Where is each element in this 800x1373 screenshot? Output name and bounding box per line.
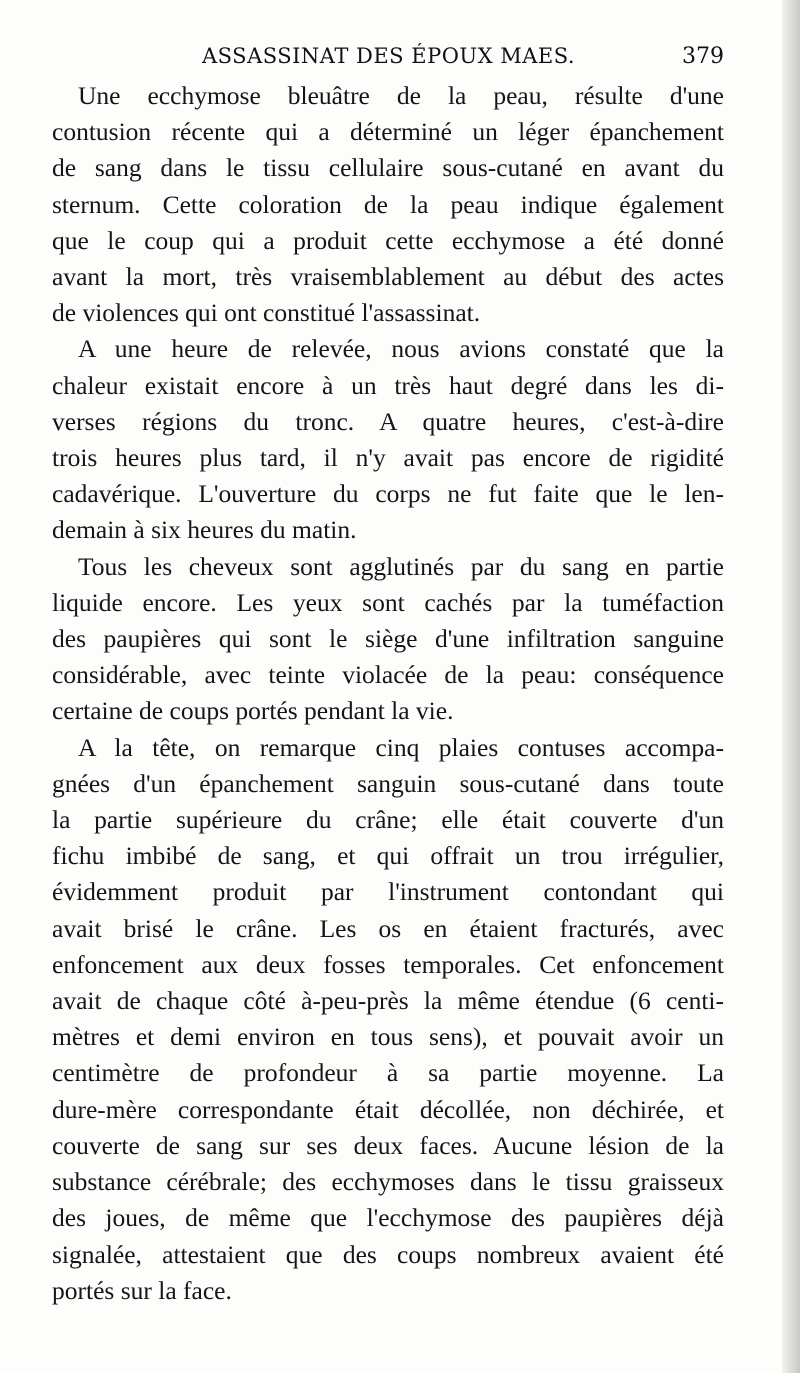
text-line: liquide encore. Les yeux sont cachés par la tuméfaction — [52, 587, 724, 617]
page-header — [52, 40, 724, 74]
text-line: la partie supérieure du crâne; elle était couverte d'un — [52, 805, 724, 835]
page-number: 379 — [682, 44, 724, 69]
text-line: contusion récente qui a déterminé un léger épanchement — [52, 117, 724, 147]
text-line: que le coup qui a produit cette ecchymose a été donné — [52, 225, 724, 255]
text-line: chaleur existait encore à un très haut degré dans les di- — [52, 370, 724, 400]
text-line: Tous les cheveux sont agglutinés par du sang en partie — [78, 551, 724, 581]
text-line: de violences qui ont constitué l'assassinat. — [52, 298, 481, 328]
paragraph-cheveux — [52, 549, 724, 730]
body-text — [52, 78, 724, 1309]
text-line: enfoncement aux deux fosses temporales. Cet enfoncement — [52, 949, 724, 979]
text-line: dure-mère correspondante était décollée, non déchirée, et — [52, 1094, 724, 1124]
text-line: avait de chaque côté à-peu-près la même étendue (6 centi- — [52, 986, 724, 1016]
text-line: verses régions du tronc. A quatre heures, c'est-à-dire — [52, 406, 724, 436]
text-line: sternum. Cette coloration de la peau indique également — [52, 189, 724, 219]
text-line: certaine de coups portés pendant la vie. — [52, 696, 454, 726]
text-line: mètres et demi environ en tous sens), et pouvait avoir un — [52, 1022, 724, 1052]
text-line: avant la mort, très vraisemblablement au début des actes — [52, 262, 724, 292]
paragraph-chaleur — [52, 331, 724, 548]
text-line: fichu imbibé de sang, et qui offrait un trou irrégulier, — [52, 841, 724, 871]
paragraph-ecchymose — [52, 78, 724, 331]
running-title: ASSASSINAT DES ÉPOUX MAES. — [202, 44, 576, 68]
text-line: Une ecchymose bleuâtre de la peau, résulte d'une — [78, 81, 724, 110]
text-line: A la tête, on remarque cinq plaies contuses accompa- — [78, 732, 724, 762]
text-line: des joues, de même que l'ecchymose des paupières déjà — [52, 1203, 724, 1233]
text-line: avait brisé le crâne. Les os en étaient fracturés, avec — [52, 913, 724, 943]
text-line: évidemment produit par l'instrument contondant qui — [52, 877, 724, 907]
text-line: demain à six heures du matin. — [52, 515, 357, 545]
text-line: de sang dans le tissu cellulaire sous-cutané en avant du — [52, 153, 724, 183]
paragraph-tete — [52, 730, 724, 1309]
text-line: couverte de sang sur ses deux faces. Aucune lésion de la — [52, 1130, 724, 1160]
text-line: substance cérébrale; des ecchymoses dans le tissu graisseux — [52, 1167, 724, 1197]
text-line: cadavérique. L'ouverture du corps ne fut faite que le len- — [52, 479, 724, 509]
text-line: gnées d'un épanchement sanguin sous-cutané dans toute — [52, 768, 724, 798]
text-line: portés sur la face. — [52, 1275, 232, 1305]
text-line: signalée, attestaient que des coups nombreux avaient été — [52, 1239, 724, 1269]
text-line: des paupières qui sont le siège d'une infiltration sanguine — [52, 624, 724, 654]
text-line: trois heures plus tard, il n'y avait pas encore de rigidité — [52, 443, 724, 473]
text-line: centimètre de profondeur à sa partie moyenne. La — [52, 1058, 724, 1088]
page-edge-shadow — [782, 0, 800, 1373]
text-line: A une heure de relevée, nous avions constaté que la — [78, 334, 724, 364]
text-line: considérable, avec teinte violacée de la peau: conséquence — [52, 660, 724, 690]
